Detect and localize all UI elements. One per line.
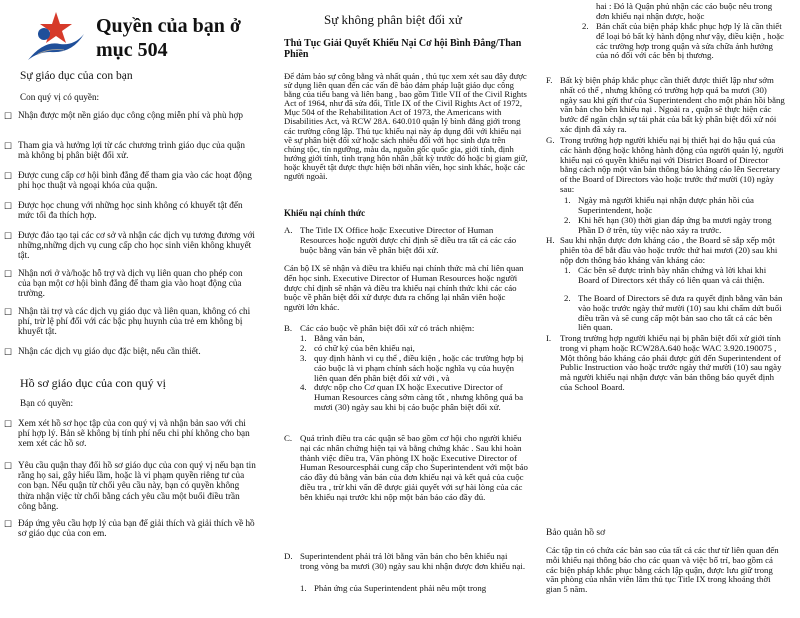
item-c: Quá trình điều tra các quận sẽ bao gồm cơ hội cho người khiếu nại các nhân chứng hiện tại và bằng chứng khác . Sau khi hoàn thành việc điều tra, Văn phòng IX hoặc Executive Director of Human Resourcesphải cung cấp cho Superintendent với một báo cáo đầy đủ bằng văn bản của đơn khiếu nại và kết quả của cuộc điều tra , trừ khi vấn đề được giải quyết với sự hài lòng của các bên khiếu nại trước khi nộp một bản báo cáo đầy đủ. <box>300 433 528 502</box>
continued-text: hai : Đó là Quận phủ nhận các cáo buộc nêu trong đơn khiếu nại nhận được, hoặc <box>596 1 773 21</box>
list-item: 2. The Board of Directors sẽ đưa ra quyết định bằng văn bản vào hoặc trước ngày thứ mười (10) sau khi chấm dứt buổi điều trần và sẽ cung cấp một bản sao cho tất cả các bên liên quan. <box>564 293 783 333</box>
procedure-heading: Thủ Tục Giải Quyết Khiếu Nại Cơ hội Bình Đẳng/Than Phiền <box>284 38 522 60</box>
title-line-2: mục 504 <box>96 39 168 61</box>
list-item: ☐ Được cung cấp cơ hội bình đẳng để tham gia vào các hoạt động phi học thuật và ngoại khóa của quận. <box>4 170 252 191</box>
records-heading: Bảo quản hồ sơ <box>546 528 606 538</box>
item-i: Trong trường hợp người khiếu nại bị phân biệt đối xử giới tính trong vi phạm hoặc RCW28A.640 hoặc WAC 3.920.190075 , Một thông báo kháng cáo phải được gửi đến Superintendent of Public Instruction vào hoặc trước ngày thứ mười (10) sau ngày mà người khiếu nại nhận được văn bản thông báo quyết định của School Board. <box>560 333 782 392</box>
list-label-g: G. <box>546 135 555 145</box>
list-label-h: H. <box>546 235 555 245</box>
list-item: 2. có chữ ký của bên khiếu nại, <box>300 343 415 353</box>
center-title: Sự không phân biệt đối xử <box>324 12 462 27</box>
item-b: Các cáo buộc về phân biệt đối xử có trách nhiệm: <box>300 323 475 333</box>
intro-paragraph: Để đảm bảo sự công bằng và nhất quán , thủ tục xem xét sau đây được sử dụng liên quan đến các vấn đề bảo đảm pháp luật giáo dục công bằng của tiểu bang và liên bang , bao gồm Title VII of the Civil Rights Act of 1964, như đã sửa đổi, Title IX of the Civil Rights Act of 1972, Mục 504 of the Rehabilitation Act of 1973, the Americans with Disabilities Act, và RCW 28A. 640.010 quận lý bình đẳng giới trong các trường công lập. Thủ tục khiếu nại này áp dụng đối với khiếu nại về sự phân biệt đối xử hoặc sách nhiễu đối với học sinh dựa trên chủng tộc, tín ngưỡng, màu da, nguồn gốc quốc gia, giới tính, định hướng giới tính, tình trạng hôn nhân ,bất kỳ trước đó hoặc bị giam giữ, hoặc khuyết tật được thực hiện bởi nhân viên, học sinh khác, hoặc các người ngoài. <box>284 71 528 182</box>
records-text: Các tập tin có chứa các bản sao của tất cả các thư từ liên quan đến mỗi khiếu nại thông báo cho các quan và việc bố trí, bao gồm cả các biện pháp khắc phục bằng cách lập quận, được lưu giữ trong văn phòng của nhân viên lâm thủ tục Title IX trong khoảng thời gian 5 năm. <box>546 545 779 595</box>
list-item: ☐ Nhận các dịch vụ giáo dục đặc biệt, nếu cần thiết. <box>4 346 201 357</box>
list-item: 4. được nộp cho Cơ quan IX hoặc Executive Director of Human Resources càng sớm càng tốt , nhưng không quá ba mươi (30) ngày sau khi bị cáo buộc phân biệt đối xử. <box>300 382 524 412</box>
item-a: The Title IX Office hoặc Executive Director of Human Resources hoặc người được chỉ định sẽ điều tra tất cả các cáo buộc bằng văn bản về phân biệt đối xử. <box>300 225 517 255</box>
list-item: ☐ Được đảo tạo tại các cơ sở và nhận các dịch vụ tương đương với những,những dịch vụ cung cấp cho học sinh viên không khuyết tật. <box>4 230 255 261</box>
item-g: Trong trường hợp người khiếu nại bị thiết hại do hậu quả của các hành động hoặc không hành động của người quản lý, người khiếu nại có quyền khiếu nại với District Board of Director bằng cách nộp một văn bản thông báo kháng cáo lên Secretary of the Board of Directors vào hoặc trước thứ mười (10) ngày sau: <box>560 135 784 194</box>
main-title <box>96 14 261 62</box>
list-item: ☐ Yêu cầu quận thay đổi hồ sơ giáo dục của con quý vị nếu bạn tin rằng họ sai, gây hiểu lầm, hoặc là vi phạm quyền riêng tư của con bạn. Nếu quận từ chối yêu cầu này, bạn có quyền không thừa nhận việc từ chối bằng cách yêu cầu một buổi điều trần công bằng. <box>4 460 256 511</box>
item-h: Sau khi nhận được đơn kháng cáo , the Board sẽ sắp xếp một phiên tòa để bắt đầu vào hoặc trước thứ hai mươi (20) sau khi nộp đơn thông báo kháng văn kháng cáo: <box>560 235 778 265</box>
list-item: 1. Ngày mà người khiếu nại nhận được phản hồi của Superintendent, hoặc <box>564 195 754 215</box>
list-item: 1. Bằng văn bản, <box>300 333 365 343</box>
list-item: ☐ Nhận tài trợ và các dịch vụ giáo dục và liên quan, không có chi phí, trừ lệ phí đối với các bậc phụ huynh của trẻ em không bị khuyết tật. <box>4 306 251 337</box>
section-heading-education: Sự giáo dục của con bạn <box>20 70 133 82</box>
list-item: ☐ Đáp ứng yêu cầu hợp lý của bạn để giải thích và giải thích về hồ sơ giáo dục của con em. <box>4 518 255 539</box>
informal-heading: Khiếu nại chính thức <box>284 208 366 218</box>
list-item: ☐ Tham gia và hưởng lợi từ các chương trình giáo dục của quận mà không bị phân biệt đối xử. <box>4 140 245 161</box>
list-label-b: B. <box>284 323 293 333</box>
list-item: ☐ Xem xét hồ sơ học tập của con quý vị và nhận bản sao với chi phí hợp lý. Bản sẽ không bị tính phí nếu chi phí không cho bạn xem xét các hồ sơ. <box>4 418 250 449</box>
section-heading-records: Hồ sơ giáo dục của con quý vị <box>20 376 166 390</box>
list-label-c: C. <box>284 433 293 443</box>
list-item: 3. quy định hành vi cụ thể , điều kiện , hoặc các trường hợp bị cáo buộc là vi phạm chính sách hoặc nghĩa vụ của huyện liên quan đến phân biệt đối xử với , và <box>300 353 524 383</box>
list-item: ☐ Nhận được một nền giáo dục công cộng miễn phí và phù hợp <box>4 110 243 121</box>
section-intro-you-have: Bạn có quyền: <box>20 398 74 408</box>
list-label-a: A. <box>284 225 293 235</box>
item-d: Superintendent phải trả lời bằng văn bản cho bên khiếu nại trong vòng ba mươi (30) ngày sau khi nhận được đơn khiếu nại. <box>300 551 526 571</box>
middle-paragraph: Cán bộ IX sẽ nhận và điều tra khiếu nại chính thức mà chỉ liên quan đến học sinh. Executive Director of Human Resources hoặc người được chỉ định sẽ nhận và điều tra khiếu nại chính thức khi các cáo buộc về phân biệt đối xử được đưa ra chống lại nhân viên hoặc người lớn khác. <box>284 263 524 313</box>
list-label-d: D. <box>284 551 293 561</box>
list-label-i: I. <box>546 333 552 343</box>
list-item: 1. Các bên sẽ được trình bày nhân chứng và lời khai khi Board of Directors xét thấy có liên quan và cải thiện. <box>564 265 767 285</box>
title-line-1: Quyền của bạn ở <box>96 15 241 37</box>
list-item: ☐ Nhận nơi ở và/hoặc hỗ trợ và dịch vụ liên quan cho phép con của bạn một cơ hội bình đẳng để tham gia vào hoạt động của trường. <box>4 268 243 299</box>
item-f: Bất kỳ biện pháp khắc phục cần thiết được thiết lập như sớm nhất có thể , nhưng không có trường hợp quá ba mươi (30) ngày sau khi gửi thư của Superintendent cho một phản hồi bằng văn bản cho bên khiếu nại . Ngoài ra , quận sẽ thực hiện các bước để ngăn chặn sự tái phát của bất kỳ phân biệt đối xử nói xác định đã xảy ra. <box>560 75 785 134</box>
list-item: 1. Phản ứng của Superintendent phải nêu một trong <box>300 583 487 593</box>
list-item: 2. Bản chất của biện pháp khắc phục hợp lý là cần thiết để loại bỏ bất kỳ hành động như vậy, điều kiện , hoặc các trường hợp trong quận và sửa chữa ảnh hưởng của nó đối với các bên bị thương. <box>582 21 784 61</box>
list-label-f: F. <box>546 75 553 85</box>
section-intro-rights: Con quý vị có quyền: <box>20 92 100 102</box>
list-item: 2. Khi hết hạn (30) thời gian đáp ứng ba mươi ngày trong Phần D ở trên, tùy việc nào xảy ra trước. <box>564 215 772 235</box>
star-figure-logo-icon <box>24 10 88 62</box>
list-item: ☐ Được học chung với những học sinh không có khuyết tật đến mức tối đa thích hợp. <box>4 200 243 221</box>
